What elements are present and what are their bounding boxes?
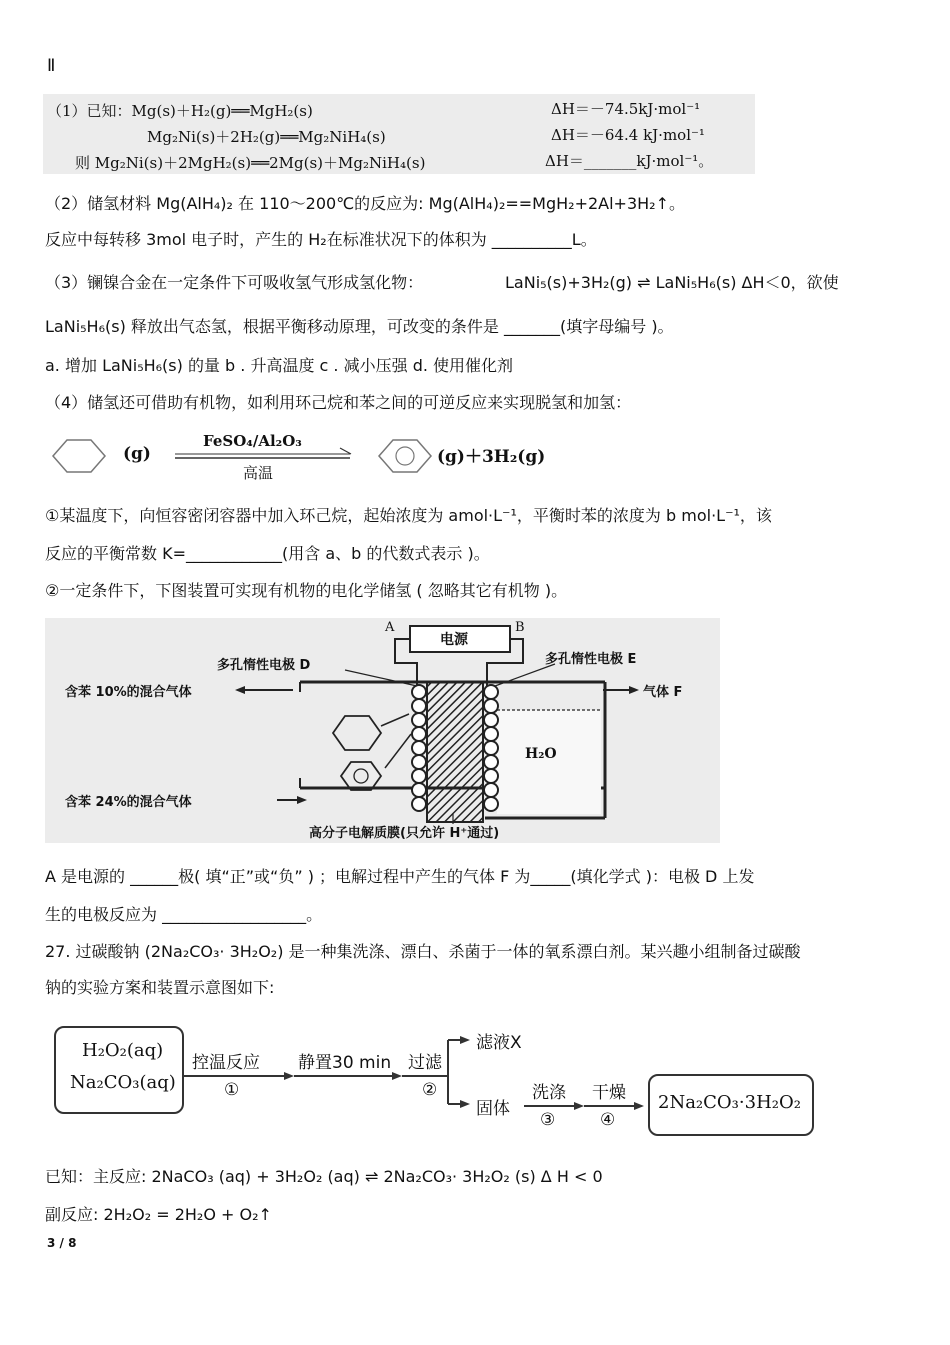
water-label: H₂O	[525, 746, 557, 762]
gas-f-label: 气体 F	[643, 685, 683, 700]
section-heading: Ⅱ	[47, 56, 56, 76]
q3-options: a. 增加 LaNi₅H₆(s) 的量 b . 升高温度 c . 减小压强 d. 使用催化剂	[45, 356, 514, 375]
cyclohexane-molecule	[333, 716, 381, 750]
q3-line-2: LaNi₅H₆(s) 释放出气态氢，根据平衡移动原理，可改变的条件是 _______(填字母编号 )。	[45, 317, 674, 336]
gas-in-label: 含苯 24%的混合气体	[65, 795, 192, 810]
thermo-eq-3: 则 Mg₂Ni(s)＋2MgH₂(s)══2Mg(s)＋Mg₂NiH₄(s)	[75, 154, 426, 172]
q3-equation: LaNi₅(s)+3H₂(g) ⇌ LaNi₅H₆(s) ΔH＜0，欲使	[505, 273, 839, 292]
step-filtration: 过滤	[408, 1053, 442, 1073]
product-box	[648, 1074, 814, 1136]
electrolysis-figure	[45, 618, 720, 843]
solid-label: 固体	[476, 1099, 510, 1119]
benzene-molecule	[341, 762, 381, 790]
electro-answer-line-1: A 是电源的 ______极( 填“正”或“负” ) ；电解过程中产生的气体 F 为_____(填化学式 )：电极 D 上发	[45, 867, 755, 886]
q4-sub1-line-1: ①某温度下，向恒容密闭容器中加入环己烷，起始浓度为 amol·L⁻¹，平衡时苯的浓度为 b mol·L⁻¹，该	[45, 506, 772, 525]
main-reaction: 已知：主反应: 2NaCO₃ (aq) + 3H₂O₂ (aq) ⇌ 2Na₂CO₃· 3H₂O₂ (s) Δ H < 0	[45, 1167, 603, 1186]
electrode-e-label: 多孔惰性电极 E	[545, 652, 637, 667]
filtrate-x: 滤液X	[476, 1033, 522, 1053]
q4-intro: （4）储氢还可借助有机物，如利用环己烷和苯之间的可逆反应来实现脱氢和加氢：	[45, 393, 632, 412]
preparation-flowchart	[50, 1018, 820, 1148]
thermo-dh-2: ΔH＝－64.4 kJ·mol⁻¹	[551, 126, 705, 144]
thermo-equations-block	[43, 94, 755, 174]
cyclohexane-ring	[53, 440, 105, 472]
page-number: 3 / 8	[47, 1236, 77, 1250]
catalyst-label: FeSO₄/Al₂O₃	[203, 432, 302, 450]
power-source-label: 电源	[440, 632, 468, 648]
q2-line-2: 反应中每转移 3mol 电子时，产生的 H₂在标准状况下的体积为 __________L。	[45, 230, 597, 249]
step-drying: 干燥	[592, 1083, 626, 1103]
membrane-label: 高分子电解质膜(只允许 H⁺通过)	[309, 826, 500, 841]
electrode-d-label: 多孔惰性电极 D	[217, 658, 311, 673]
terminal-b-label: B	[515, 620, 525, 635]
thermo-eq-1: （1）已知：Mg(s)＋H₂(g)══MgH₂(s)	[47, 102, 313, 120]
cyclohexane-reaction	[45, 428, 605, 484]
product-label: 2Na₂CO₃·3H₂O₂	[658, 1092, 801, 1113]
reactant-na2co3: Na₂CO₃(aq)	[70, 1072, 176, 1093]
water-region	[497, 710, 601, 814]
step-3-number: ③	[540, 1110, 556, 1130]
step-4-number: ④	[600, 1110, 616, 1130]
reactant-h2o2: H₂O₂(aq)	[82, 1040, 164, 1061]
step-2-number: ②	[422, 1080, 438, 1100]
thermo-eq-2: Mg₂Ni(s)＋2H₂(g)══Mg₂NiH₄(s)	[147, 128, 386, 146]
thermo-dh-1: ΔH＝－74.5kJ·mol⁻¹	[551, 100, 701, 118]
gas-out-label: 含苯 10%的混合气体	[65, 685, 192, 700]
electrode-d	[412, 685, 426, 811]
step-controlled-reaction: 控温反应	[192, 1053, 260, 1073]
terminal-a-label: A	[385, 620, 395, 635]
reactants-box	[54, 1026, 184, 1114]
thermo-dh-3: ΔH＝_______kJ·mol⁻¹。	[545, 152, 714, 170]
benzene-ring	[379, 440, 431, 472]
electrolyte-membrane	[427, 682, 483, 822]
q27-line-1: 27. 过碳酸钠 (2Na₂CO₃· 3H₂O₂) 是一种集洗涤、漂白、杀菌于一体的氧系漂白剂。某兴趣小组制备过碳酸	[45, 942, 801, 961]
q4-sub1-line-2: 反应的平衡常数 K=____________(用含 a、b 的代数式表示 )。	[45, 544, 490, 563]
electrode-e	[484, 685, 498, 811]
q4-sub2: ②一定条件下，下图装置可实现有机物的电化学储氢 ( 忽略其它有机物 )。	[45, 581, 568, 600]
reaction-products: (g)＋3H₂(g)	[437, 447, 546, 467]
reactant-state: (g)	[123, 444, 151, 464]
electro-answer-line-2: 生的电极反应为 __________________。	[45, 905, 323, 924]
q2-line-1: （2）储氢材料 Mg(AlH₄)₂ 在 110～200℃的反应为: Mg(AlH₄)₂==MgH₂+2Al+3H₂↑。	[45, 194, 685, 213]
q27-line-2: 钠的实验方案和装置示意图如下:	[45, 978, 275, 997]
step-standing: 静置30 min	[298, 1053, 392, 1073]
step-1-number: ①	[224, 1080, 240, 1100]
q3-line-1a: （3）镧镍合金在一定条件下可吸收氢气形成氢化物：	[45, 273, 424, 292]
step-washing: 洗涤	[532, 1083, 566, 1103]
side-reaction: 副反应: 2H₂O₂ = 2H₂O + O₂↑	[45, 1205, 272, 1224]
condition-label: 高温	[243, 464, 274, 482]
